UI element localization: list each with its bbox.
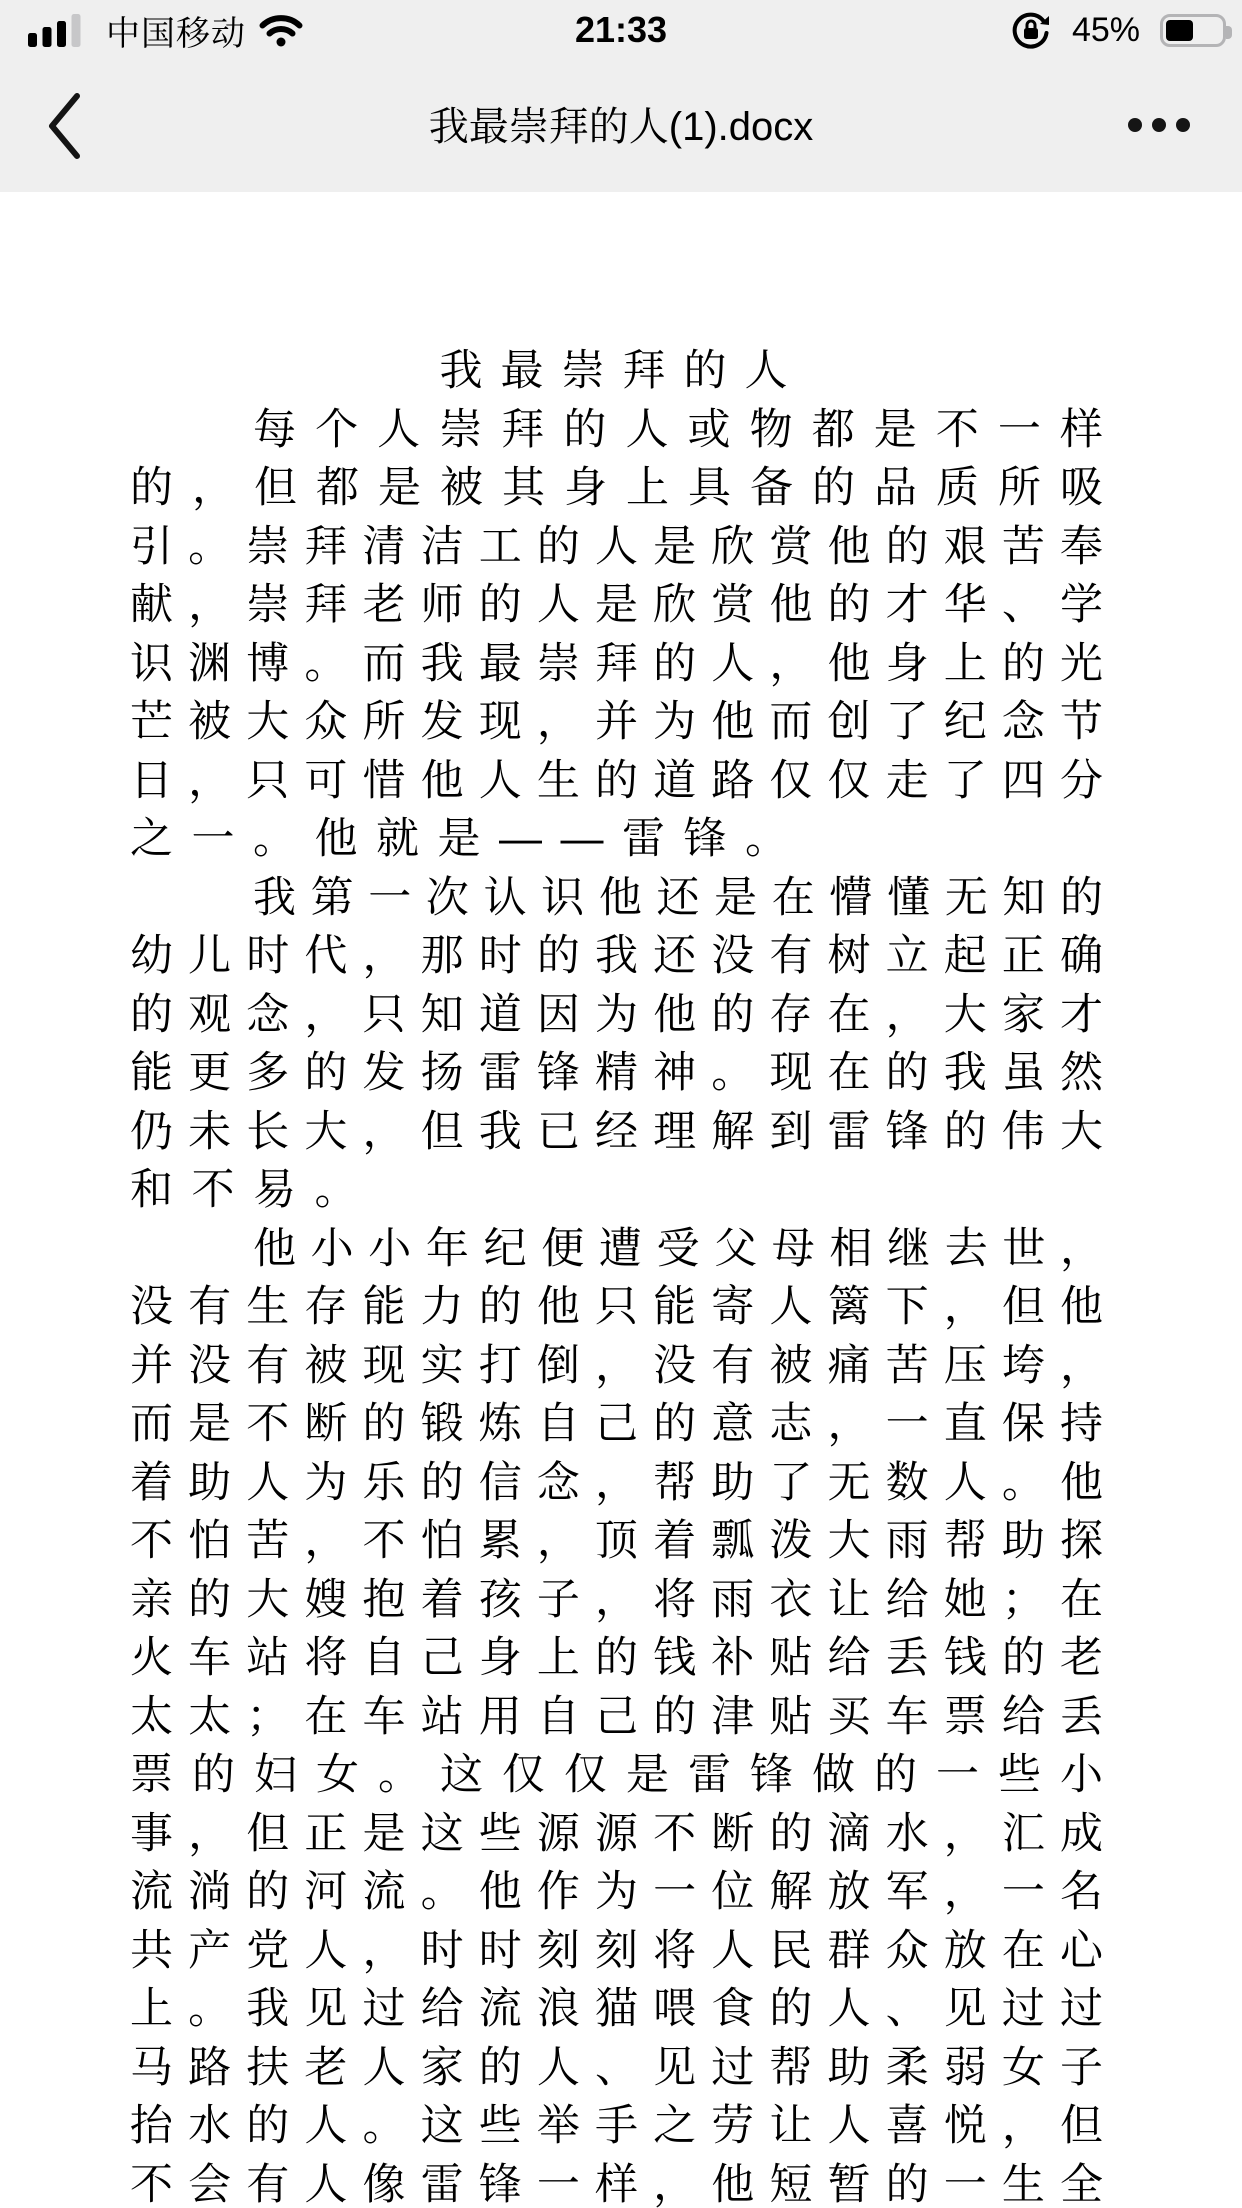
document-text-line: 共产党人，时时刻刻将人民群众放在心 xyxy=(130,1926,1115,1975)
document-page xyxy=(0,192,1242,2208)
document-text-line: 我第一次认识他还是在懵懂无知的 xyxy=(253,873,1115,922)
document-text-line: 抬水的人。这些举手之劳让人喜悦，但 xyxy=(130,2102,1115,2150)
status-bar-right xyxy=(1010,0,1226,60)
document-text-line: 仍未长大，但我已经理解到雷锋的伟大 xyxy=(130,1107,1115,1156)
status-time: 21:33 xyxy=(574,9,668,50)
header xyxy=(0,0,1242,192)
document-text-line: 事，但正是这些源源不断的滴水，汇成 xyxy=(130,1809,1115,1858)
document-text-line: 票的妇女。这仅仅是雷锋做的一些小 xyxy=(130,1751,1115,1799)
more-options-button[interactable] xyxy=(1128,107,1190,143)
document-lines xyxy=(130,401,1115,2208)
document-text-line: 和不易。 xyxy=(130,1166,376,1214)
document-text-line: 献，崇拜老师的人是欣赏他的才华、学 xyxy=(130,581,1115,629)
carrier-label: 中国移动 xyxy=(106,14,246,53)
document-text-line: 上。我见过给流浪猫喂食的人、见过过 xyxy=(130,1985,1115,2033)
chevron-left-icon xyxy=(48,92,82,160)
document-text-line: 不会有人像雷锋一样，他短暂的一生全 xyxy=(130,2160,1115,2208)
document-text-line: 并没有被现实打倒，没有被痛苦压垮， xyxy=(130,1341,1115,1390)
document-text-line: 不怕苦，不怕累，顶着瓢泼大雨帮助探 xyxy=(130,1517,1115,1565)
ellipsis-icon xyxy=(1152,118,1166,132)
document-text-line: 芒被大众所发现，并为他而创了纪念节 xyxy=(130,698,1115,746)
nav-bar xyxy=(0,60,1242,192)
document-text-line: 之一。他就是——雷锋。 xyxy=(130,815,807,863)
document-text-line: 流淌的河流。他作为一位解放军，一名 xyxy=(130,1868,1115,1916)
document-text-line: 火车站将自己身上的钱补贴给丢钱的老 xyxy=(130,1634,1115,1682)
document-text-line: 每个人崇拜的人或物都是不一样 xyxy=(253,405,1115,454)
document-text-line: 能更多的发扬雷锋精神。现在的我虽然 xyxy=(130,1049,1115,1097)
document-text-line: 着助人为乐的信念，帮助了无数人。他 xyxy=(130,1458,1115,1507)
document-viewer[interactable] xyxy=(0,192,1242,2208)
back-button[interactable] xyxy=(48,92,82,160)
document-text-line: 的，但都是被其身上具备的品质所吸 xyxy=(130,464,1115,512)
battery-nub xyxy=(1226,26,1232,39)
document-text-line: 亲的大嫂抱着孩子，将雨衣让给她；在 xyxy=(130,1575,1115,1624)
document-text-line: 没有生存能力的他只能寄人篱下，但他 xyxy=(130,1283,1115,1331)
ellipsis-icon xyxy=(1128,118,1142,132)
document-text-line: 太太；在车站用自己的津贴买车票给丢 xyxy=(130,1692,1115,1741)
status-bar xyxy=(0,0,1242,60)
document-filename-title: 我最崇拜的人(1).docx xyxy=(428,104,814,149)
document-title: 我最崇拜的人 xyxy=(439,347,806,395)
document-text-line: 引。崇拜清洁工的人是欣赏他的艰苦奉 xyxy=(130,522,1115,571)
document-text-line: 识渊博。而我最崇拜的人，他身上的光 xyxy=(130,639,1115,688)
battery-icon xyxy=(1160,14,1226,47)
document-text-line: 马路扶老人家的人、见过帮助柔弱女子 xyxy=(130,2043,1115,2092)
document-text-line: 幼儿时代，那时的我还没有树立起正确 xyxy=(130,932,1115,980)
battery-percent-label: 45% xyxy=(1071,10,1140,49)
battery-fill xyxy=(1166,20,1193,41)
rotation-lock-icon xyxy=(1010,9,1052,51)
document-text-line: 而是不断的锻炼自己的意志，一直保持 xyxy=(130,1400,1115,1448)
ellipsis-icon xyxy=(1176,118,1190,132)
document-text-line: 他小小年纪便遭受父母相继去世， xyxy=(253,1224,1115,1273)
document-text-line: 的观念，只知道因为他的存在，大家才 xyxy=(130,990,1115,1039)
document-text-line: 日，只可惜他人生的道路仅仅走了四分 xyxy=(130,756,1115,805)
